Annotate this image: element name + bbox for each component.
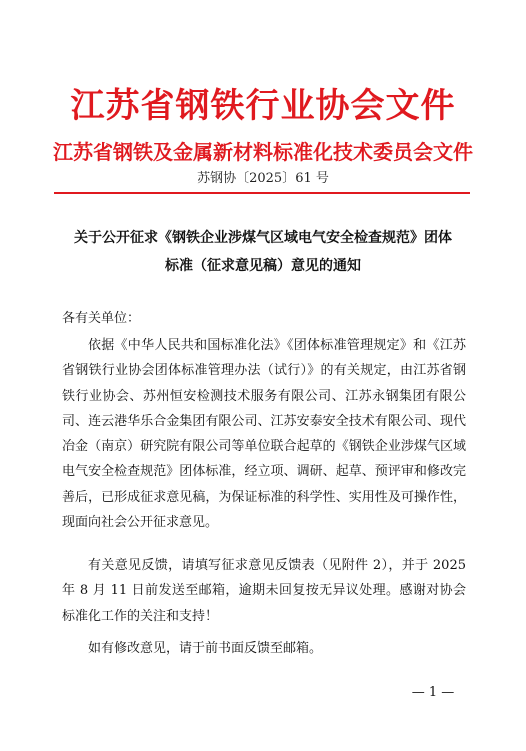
paragraph-revision: 如有修改意见，请于前书面反馈至邮箱。 <box>88 641 323 656</box>
doc-number: 苏钢协〔2025〕61 号 <box>197 171 329 186</box>
notice-title-line-1: 关于公开征求《钢铁企业涉煤气区域电气安全检查规范》团体 <box>74 230 452 246</box>
committee-title: 江苏省钢铁及金属新材料标准化技术委员会文件 <box>53 140 473 164</box>
org-title: 江苏省钢铁行业协会文件 <box>70 86 456 126</box>
notice-title-line-2: 标准（征求意见稿）意见的通知 <box>165 258 361 274</box>
paragraph-feedback: 有关意见反馈，请填写征求意见反馈表（见附件 2），并于 2025 年 8 月 11 日前发送至邮箱，逾期未回复按无异议处理。感谢对协会标准化工作的关注和支持！ <box>62 558 466 624</box>
page-number: — 1 — <box>411 685 455 700</box>
salutation: 各有关单位： <box>62 311 141 326</box>
red-divider <box>54 192 470 194</box>
paragraph-basis: 依据《中华人民共和国标准化法》《团体标准管理规定》和《江苏省钢铁行业协会团体标准管理办法（试行）》的有关规定，由江苏省钢铁行业协会、苏州恒安检测技术服务有限公司、江苏永钢集团有限公司、连云港华乐合金集团有限公司、江苏安泰安全技术有限公司、现代冶金（南京）研究院有限公司等单位联合起草的《钢铁企业涉煤气区域电气安全检查规范》团体标准，经立项、调研、起草、预评审和修改完善后，已形成征求意见稿，为保证标准的科学性、实用性及可操作性，现面向社会公开征求意见。 <box>62 338 466 531</box>
